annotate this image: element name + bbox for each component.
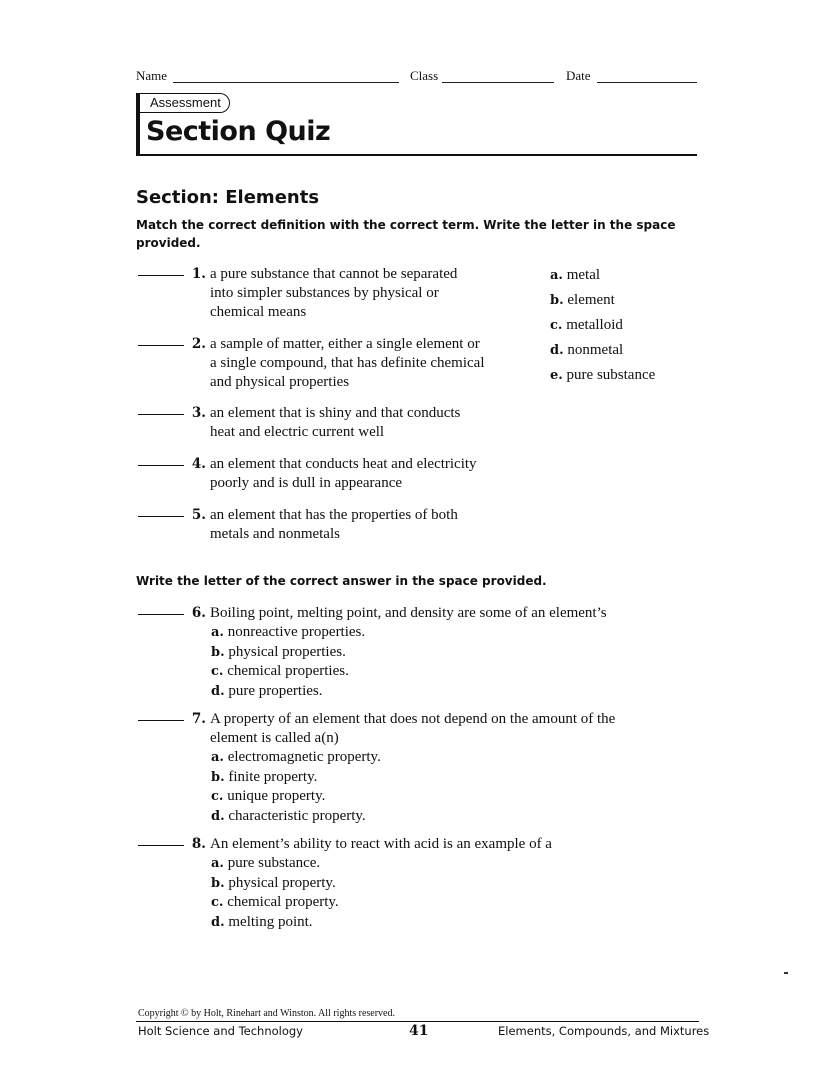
- answer-blank-2[interactable]: [138, 335, 184, 346]
- footer-chapter: Elements, Compounds, and Mixtures: [498, 1024, 710, 1038]
- section-title: Section: Elements: [136, 187, 320, 208]
- question-text-5: an element that has the properties of both metals and nonmetals: [210, 507, 458, 542]
- assessment-tab: Assessment: [140, 93, 230, 113]
- term-list: [550, 263, 720, 388]
- option-item: d. pure properties.: [211, 682, 323, 699]
- answer-blank-7[interactable]: [138, 710, 184, 721]
- footer-publisher: Holt Science and Technology: [138, 1024, 303, 1038]
- term-item: e. pure substance: [550, 367, 656, 383]
- term-item: a. metal: [550, 267, 601, 283]
- copyright-notice: Copyright © by Holt, Rinehart and Winston. All rights reserved.: [138, 1008, 395, 1019]
- option-item: d. melting point.: [211, 913, 313, 930]
- option-item: c. chemical property.: [211, 894, 339, 911]
- title-rule: [136, 154, 697, 156]
- option-item: b. physical property.: [211, 874, 336, 891]
- question-number-2: 2.: [191, 336, 206, 352]
- answer-blank-5[interactable]: [138, 506, 184, 517]
- question-number-6: 6.: [191, 605, 206, 621]
- question-number-4: 4.: [191, 456, 206, 472]
- answer-blank-3[interactable]: [138, 404, 184, 415]
- answer-blank-8[interactable]: [138, 835, 184, 846]
- term-item: d. nonmetal: [550, 342, 624, 358]
- date-field[interactable]: [597, 70, 697, 83]
- mc-instructions: Write the letter of the correct answer in the space provided.: [136, 574, 547, 588]
- page-number: 41: [409, 1023, 429, 1039]
- question-text-7: A property of an element that does not depend on the amount of the element is called a(n): [210, 711, 616, 746]
- class-field[interactable]: [442, 70, 554, 83]
- question-number-8: 8.: [191, 836, 206, 852]
- answer-blank-1[interactable]: [138, 265, 184, 276]
- options-8: [211, 854, 511, 932]
- option-item: a. nonreactive properties.: [211, 624, 366, 640]
- answer-blank-4[interactable]: [138, 455, 184, 466]
- matching-instructions: Match the correct definition with the correct term. Write the letter in the space provided.: [136, 218, 676, 250]
- option-item: a. electromagnetic property.: [211, 749, 381, 765]
- option-item: b. physical properties.: [211, 643, 346, 660]
- question-text-6: Boiling point, melting point, and density are some of an element’s: [210, 605, 607, 621]
- question-text-3: an element that is shiny and that conducts heat and electric current well: [210, 405, 461, 440]
- option-item: b. finite property.: [211, 768, 318, 785]
- answer-blank-6[interactable]: [138, 604, 184, 615]
- term-item: c. metalloid: [550, 317, 623, 333]
- question-number-1: 1.: [191, 266, 206, 282]
- question-text-8: An element’s ability to react with acid is an example of a: [210, 836, 552, 852]
- footer-rule: [136, 1021, 699, 1022]
- margin-mark: [784, 972, 788, 974]
- name-label: Name: [136, 68, 168, 83]
- option-item: c. chemical properties.: [211, 663, 349, 680]
- options-6: [211, 623, 511, 701]
- page-title: Section Quiz: [146, 116, 331, 147]
- question-number-5: 5.: [191, 507, 206, 523]
- question-number-3: 3.: [191, 405, 206, 421]
- option-item: a. pure substance.: [211, 855, 321, 871]
- name-field[interactable]: [173, 70, 399, 83]
- class-label: Class: [410, 68, 439, 83]
- term-item: b. element: [550, 292, 615, 308]
- question-number-7: 7.: [191, 711, 206, 727]
- question-text-4: an element that conducts heat and electricity poorly and is dull in appearance: [210, 456, 477, 491]
- question-text-1: a pure substance that cannot be separated into simpler substances by physical or chemical means: [210, 266, 458, 320]
- question-text-2: a sample of matter, either a single element or a single compound, that has definite chemical and physical properties: [210, 336, 485, 390]
- date-label: Date: [566, 68, 591, 83]
- option-item: c. unique property.: [211, 788, 326, 805]
- option-item: d. characteristic property.: [211, 807, 366, 824]
- options-7: [211, 748, 511, 826]
